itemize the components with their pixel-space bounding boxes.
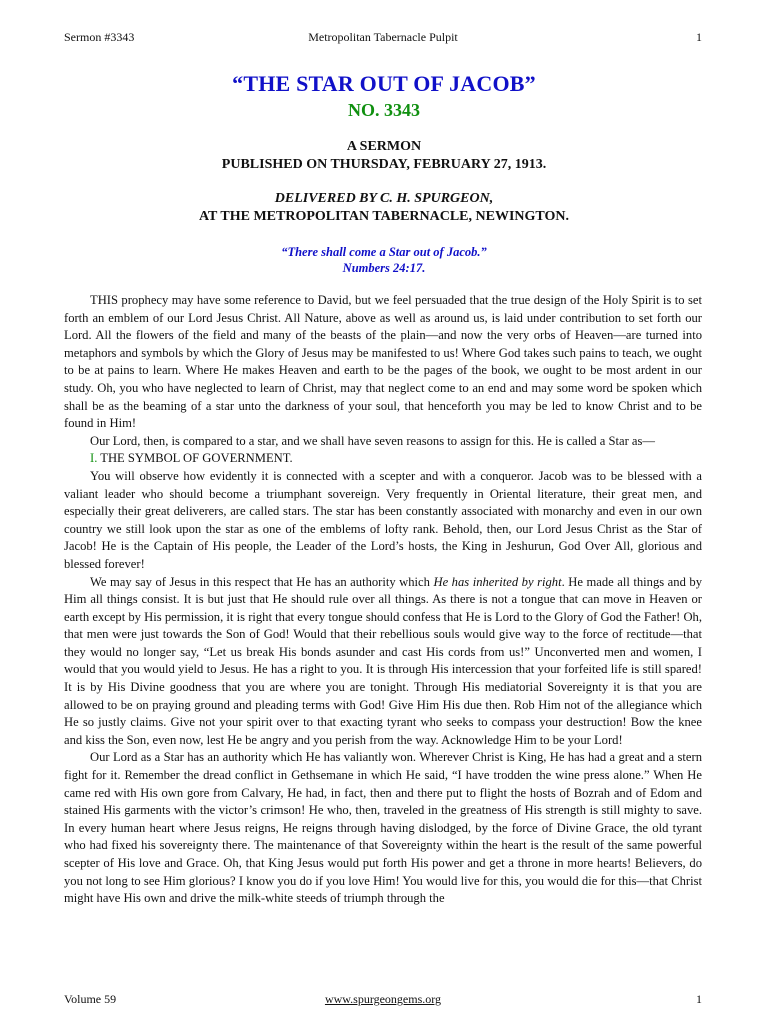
header-sermon-number: Sermon #3343 bbox=[64, 30, 135, 44]
title-block bbox=[0, 70, 768, 276]
website-link[interactable]: www.spurgeongems.org bbox=[324, 992, 442, 1006]
section-title: THE SYMBOL OF GOVERNMENT. bbox=[100, 451, 293, 466]
footer-link-wrap bbox=[64, 992, 702, 1007]
paragraph-2: Our Lord, then, is compared to a star, and we shall have seven reasons to assign for this. He is called a Star as— bbox=[90, 433, 656, 448]
footer-page-number: 1 bbox=[696, 992, 702, 1006]
running-footer bbox=[64, 992, 702, 1008]
paragraph-4-end: . He made all things and by Him all things consist. It is but just that He should rule over all things. As there is not a tongue that can move in Heaven or earth except by His permission, it is right that every tongue should confess that He is Lord to the Glory of God the Father! Oh, that men were just towards the Son of God! Would that their rebellious souls would give way to the force of rectitude—that they would no longer say, “Let us break His bonds asunder and cast His cords from us!” Unconverted men and women, I would that you would yield to Jesus. He has a right to you. It is through His intercession that your forfeited life is still spared! It is by His Divine goodness that you are where you are tonight. Through His mediatorial Sovereignty it is that you are allowed to be on praying ground and pleading terms with God! Give Him His due then. Rob Him not of the allegiance which He so justly claims. Give not your spirit over to that exacting tyrant who seeks to compass your destruction! Bow the knee and kiss the Son, even now, lest He be angry and you perish from the way. Acknowledge Him to be your Lord! bbox=[64, 574, 702, 747]
paragraph-4-start: We may say of Jesus in this respect that He has an authority which bbox=[90, 574, 434, 589]
paragraph-4-emphasis: He has inherited by right bbox=[433, 574, 562, 589]
paragraph-3: You will observe how evidently it is connected with a scepter and with a conqueror. Jacob was to be blessed with a valiant leader who should become a triumphant sovereign. Very frequently in Oriental literature, their great men, and especially their great deliverers, are called stars. The star has been constantly associated with monarchy and even in our own country we still look upon the star as one of the emblems of lofty rank. Behold, then, our Lord Jesus Christ as the Star of Jacob! He is the Captain of His people, the Leader of the Lord’s hosts, the King in Jeshurun, God Over All, glorious and blessed forever! bbox=[64, 468, 702, 571]
sermon-title: “THE STAR OUT OF JACOB” bbox=[232, 71, 536, 96]
sermon-body bbox=[64, 292, 702, 908]
delivered-by: DELIVERED BY C. H. SPURGEON, bbox=[274, 191, 494, 206]
running-header bbox=[64, 30, 702, 46]
paragraph-5: Our Lord as a Star has an authority which He has valiantly won. Wherever Christ is King, He has had a great and a stern fight for it. Remember the dread conflict in Gethsemane in which He said, “I have trodden the wine press alone.” When He came red with His own gore from Calvary, He had, in fact, then and there put to flight the hosts of Bozrah and of Edom and stained His garments with the victor’s crimson! He who, then, traveled in the greatness of His strength is still mighty to save. In every human heart where Jesus reigns, He reigns through having dislodged, by the force of Divine Grace, the old tyrant who had fixed his sovereignty there. The maintenance of that Sovereignty within the heart is the result of the same powerful scepter of His love and Grace. Oh, that King Jesus would put forth His power and get a throne in more hearts! Believers, do you not long to see Him glorious? I know you do if you love Him! You would live for this, you would die for this—that Christ might have His own and drive the milk-white steeds of triumph through the bbox=[64, 750, 702, 906]
sermon-number: NO. 3343 bbox=[348, 100, 420, 120]
scripture-reference: Numbers 24:17. bbox=[342, 261, 426, 275]
paragraph-1: THIS prophecy may have some reference to David, but we feel persuaded that the true design of the Holy Spirit is to set forth an emblem of our Lord Jesus Christ. All Nature, above as well as around us, is laid under contribution to set forth our Lord. All the flowers of the field and many of the beasts of the plain—and now the very orbs of Heaven—are turned into metaphors and symbols by which the Glory of Jesus may be manifested to us! Where God takes such pains to teach, we ought to be at pains to learn. Where He makes Heaven and earth to be the pages of the book, we ought to be most ardent in our study. Oh, you who have neglected to learn of Christ, may that neglect come to an end and may some word be spoken which shall be as the beaming of a star unto the darkness of your soul, that henceforth you may be led to know Christ and to be found in Him! bbox=[64, 293, 702, 431]
section-numeral: I. bbox=[90, 451, 98, 466]
sermon-label: A SERMON bbox=[346, 139, 422, 154]
delivery-location: AT THE METROPOLITAN TABERNACLE, NEWINGTON. bbox=[198, 209, 570, 224]
footer-volume: Volume 59 bbox=[64, 992, 117, 1006]
header-publication: Metropolitan Tabernacle Pulpit bbox=[308, 30, 458, 44]
published-date: PUBLISHED ON THURSDAY, FEBRUARY 27, 1913. bbox=[221, 157, 547, 172]
paragraph-4 bbox=[64, 574, 702, 750]
scripture-verse: “There shall come a Star out of Jacob.” bbox=[281, 245, 487, 259]
header-page-number: 1 bbox=[696, 30, 702, 44]
section-heading bbox=[64, 450, 702, 468]
